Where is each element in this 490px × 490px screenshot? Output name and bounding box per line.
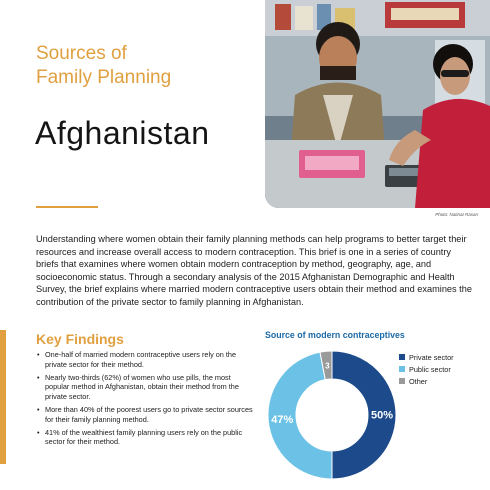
intro-paragraph: Understanding where women obtain their family planning methods can help programs to better target their resources and increase overall access to modern contraception. This brief is one in a series of country briefs that examines where women obtain modern contraception by method, geography, age, and socioeconomic status. Through a secondary analysis of the 2015 Afghanistan Demographic and Health Survey, the brief explains where married modern contraceptive users obtain their method and examines the contribution of the private sector to family planning in Afghanistan. bbox=[36, 234, 472, 307]
subtitle-line-1: Sources of bbox=[36, 43, 127, 64]
key-finding-item: • More than 40% of the poorest users go to private sector sources for their family planning method. bbox=[36, 405, 254, 424]
donut-value-label: 3 bbox=[325, 361, 330, 371]
key-findings-title: Key Findings bbox=[36, 331, 124, 347]
legend-item bbox=[399, 363, 454, 375]
donut-chart-svg bbox=[262, 345, 402, 485]
legend-label: Public sector bbox=[409, 364, 451, 374]
chart-title: Source of modern contraceptives bbox=[265, 330, 405, 340]
legend-swatch bbox=[399, 366, 405, 372]
legend-swatch bbox=[399, 354, 405, 360]
cover-photo bbox=[265, 0, 490, 208]
brief-subtitle bbox=[36, 42, 171, 90]
key-finding-item: • 41% of the wealthiest family planning users rely on the public sector for their method. bbox=[36, 428, 254, 447]
pharmacy-photo-illustration bbox=[265, 0, 490, 208]
country-title: Afghanistan bbox=[35, 115, 210, 151]
legend-label: Other bbox=[409, 376, 428, 386]
donut-chart bbox=[262, 345, 402, 485]
key-finding-item: • One-half of married modern contraceptive users rely on the private sector for their method. bbox=[36, 350, 254, 369]
key-findings-list bbox=[36, 350, 254, 450]
donut-value-label: 47% bbox=[271, 414, 294, 427]
legend-item bbox=[399, 375, 454, 387]
subtitle-line-2: Family Planning bbox=[36, 67, 172, 88]
chart-legend bbox=[399, 351, 454, 387]
donut-value-label: 50% bbox=[370, 409, 394, 422]
legend-item bbox=[399, 351, 454, 363]
legend-swatch bbox=[399, 378, 405, 384]
legend-label: Private sector bbox=[409, 352, 454, 362]
title-divider bbox=[36, 206, 98, 208]
photo-credit: Photo: Natinat Rasan bbox=[435, 212, 478, 217]
key-finding-item: • Nearly two-thirds (62%) of women who use pills, the most popular method in Afghanistan, obtain their method from the private sector. bbox=[36, 373, 254, 402]
section-accent-bar bbox=[0, 330, 6, 464]
